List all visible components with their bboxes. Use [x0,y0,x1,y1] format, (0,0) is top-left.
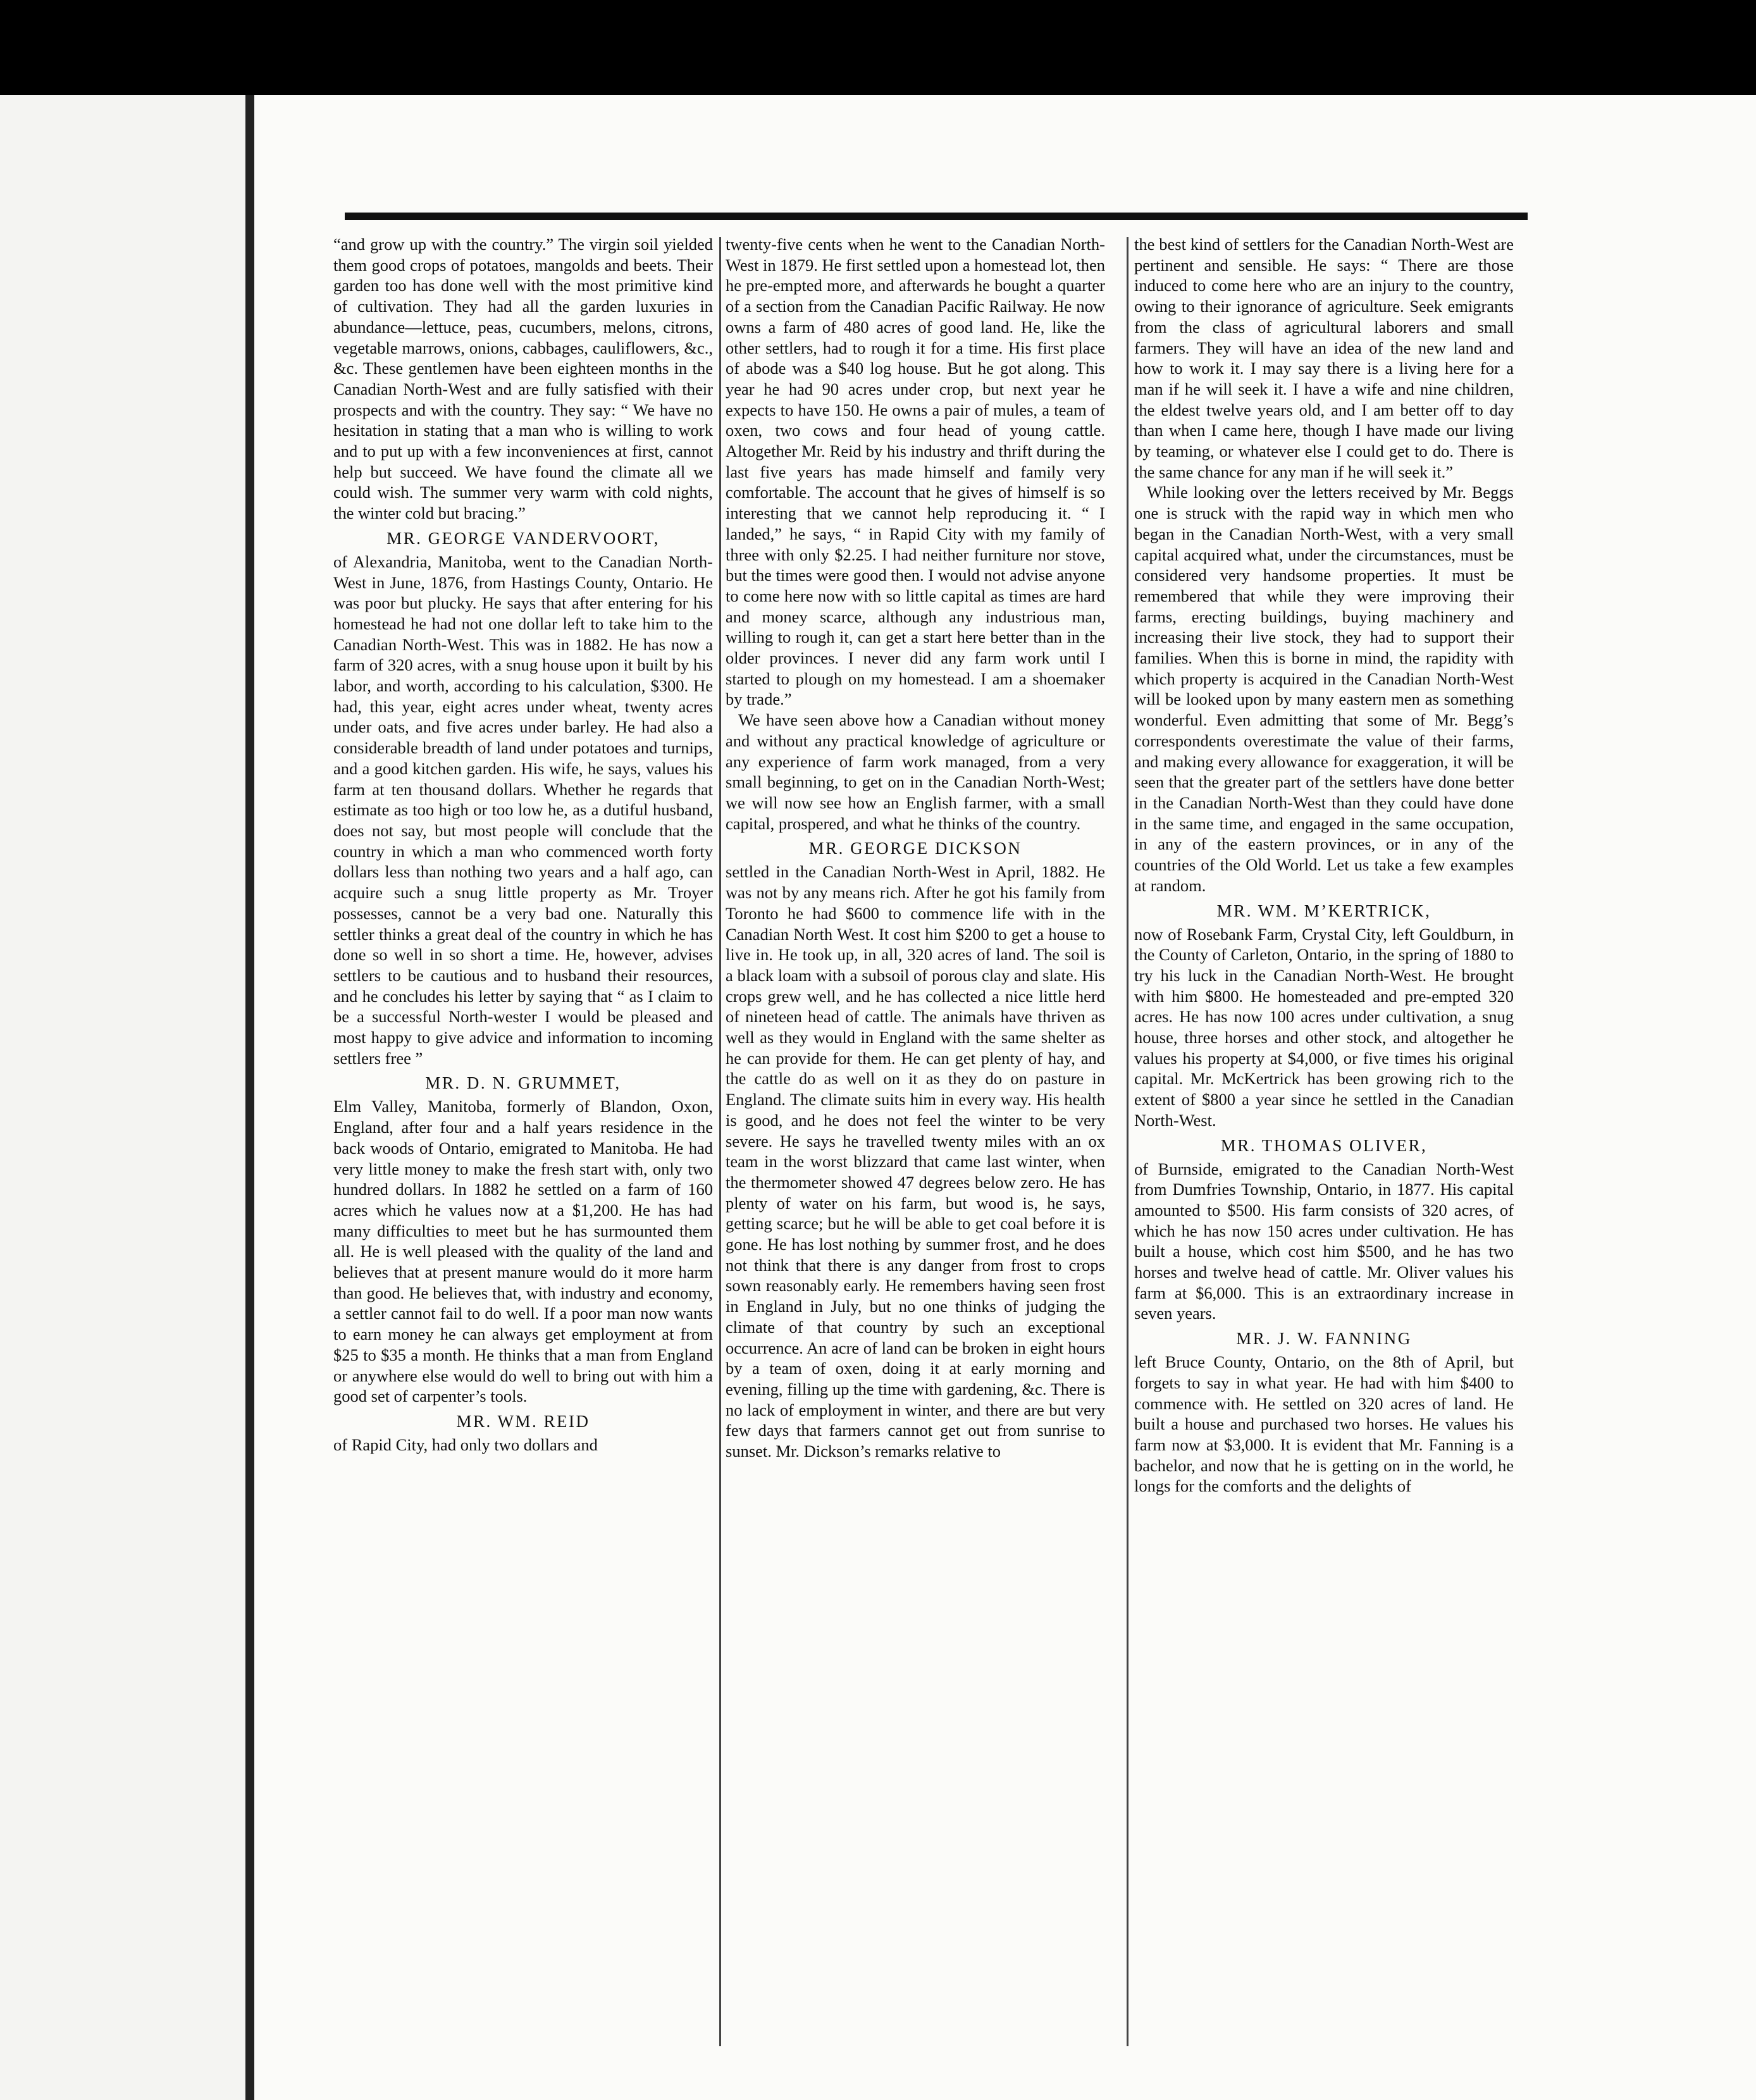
paragraph: of Alexandria, Manitoba, went to the Canadian North-West in June, 1876, from Hastings County, Ontario. He was poor but plucky. He says that after entering for his homestead he had not one dollar left to take him to the Canadian North-West. This was in 1882. He has now a farm of 320 acres, with a snug house upon it built by his labor, and worth, according to his calculation, $300. He had, this year, eight acres under wheat, twenty acres under oats, and five acres under barley. He had also a considerable breadth of land under potatoes and turnips, and a good kitchen garden. His wife, he says, values his farm at ten thousand dollars. Whether he regards that estimate as too high or too low he, as a dutiful husband, does not say, but most people will conclude that the country in which a man who commenced worth forty dollars less than nothing two years and a half ago, can acquire such a snug little property as Mr. Troyer possesses, cannot be a very bad one. Naturally this settler thinks a great deal of the country in which he has done so well in so short a time. He, however, advises settlers to be cautious and to husband their resources, and he concludes his letter by saying that “ as I claim to be a successful North-wester I would be pleased and most happy to give advice and information to incoming settlers free ” [333,552,713,1068]
column-2 [726,234,1105,2081]
heading-dickson: MR. GEORGE DICKSON [808,839,1022,858]
paragraph: the best kind of settlers for the Canadian North-West are pertinent and sensible. He says: “ There are those induced to come here who are an injury to the country, owing to their ignorance of agriculture. Seek emigrants from the class of agricultural laborers and small farmers. They will have an idea of the new land and how to work it. I may say there is a living here for a man if he will seek it. I have a wife and nine children, the eldest twelve years old, and I am better off to day than when I came here, though I have made our living by teaming, or whatever else I could get to do. There is the same chance for any man if he will seek it.” [1134,235,1514,481]
scan-fold-shadow [245,95,254,2100]
paragraph: While looking over the letters received by Mr. Beggs one is struck with the rapid way in which men who began in the Canadian North-West, with a very small capital acquired what, under the circumstances, must be considered very handsome properties. It must be remembered that while they were improving their farms, erecting buildings, buying machinery and increasing their live stock, they had to support their families. When this is borne in mind, the rapidity with which property is acquired in the Canadian North-West will be looked upon by many eastern men as something wonderful. Even admitting that some of Mr. Begg’s correspondents overestimate the value of their farms, and making every allowance for exaggeration, it will be seen that the greater part of the settlers have done better in the Canadian North-West than they could have done in the same time, and engaged in the same occupation, in any of the eastern provinces, or in any of the countries of the Old World. Let us take a few examples at random. [1134,483,1514,895]
column-divider [719,237,721,2046]
paragraph: left Bruce County, Ontario, on the 8th of April, but forgets to say in what year. He had with him $400 to commence with. He settled on 320 acres of land. He built a house and purchased two horses. He values his farm now at $3,000. It is evident that Mr. Fanning is a bachelor, and now that he is getting on in the world, he longs for the comforts and the delights of [1134,1352,1514,1496]
paragraph: “and grow up with the country.” The virgin soil yielded them good crops of potatoes, mangolds and beets. Their garden too has done well with the most primitive kind of cultivation. They had all the garden luxuries in abundance—lettuce, peas, cucumbers, melons, citrons, vegetable marrows, onions, cabbages, cauliflowers, &c., &c. These gentlemen have been eighteen months in the Canadian North-West and are fully satisfied with their prospects and with the country. They say: “ We have no hesitation in stating that a man who is willing to work and to put up with a few inconveniences at first, cannot help but succeed. We have found the climate all we could wish. The summer very warm with cold nights, the winter cold but bracing.” [333,235,713,523]
heading-vandervoort: MR. GEORGE VANDERVOORT, [386,528,660,548]
header-rule [345,213,1528,220]
paragraph: Elm Valley, Manitoba, formerly of Blandon, Oxon, England, after four and a half years residence in the back woods of Ontario, emigrated to Manitoba. He had very little money to make the fresh start with, only two hundred dollars. In 1882 he settled on a farm of 160 acres which he values now at a $1,200. He has had many difficulties to meet but he has surmounted them all. He is well pleased with the quality of the land and believes that at present manure would do it more harm than good. He believes that, with industry and economy, a settler cannot fail to do well. If a poor man now wants to earn money he can always get employment at from $25 to $35 a month. He thinks that a man from England or anywhere else would do well to bring out with him a good set of carpenter’s tools. [333,1097,713,1406]
heading-grummet: MR. D. N. GRUMMET, [425,1073,621,1093]
column-3 [1134,234,1514,2081]
heading-reid: MR. WM. REID [456,1411,590,1431]
column-1 [333,234,713,2081]
paragraph: twenty-five cents when he went to the Canadian North-West in 1879. He first settled upon a homestead lot, then he pre-empted more, and afterwards he bought a quarter of a section from the Canadian Pacific Railway. He now owns a farm of 480 acres of good land. He, like the other settlers, had to rough it for a time. His first place of abode was a $40 log house. But he got along. This year he had 90 acres under crop, but next year he expects to have 150. He owns a pair of mules, a team of oxen, two cows and four head of young cattle. Altogether Mr. Reid by his industry and thrift during the last five years has made himself and family very comfortable. The account that he gives of himself is so interesting that we cannot help reproducing it. “ I landed,” he says, “ in Rapid City with my family of three with only $2.25. I had neither furniture nor stove, but the times were good then. I would not advise anyone to come here now with so little capital as times are hard and money scarce, although any industrious man, willing to rough it, can get a start here better than in the older provinces. I never did any farm work until I started to plough on my homestead. I am a shoemaker by trade.” [726,235,1105,709]
heading-fanning: MR. J. W. FANNING [1236,1329,1412,1349]
paragraph: of Rapid City, had only two dollars and [333,1435,598,1454]
heading-oliver: MR. THOMAS OLIVER, [1220,1135,1428,1155]
scan-left-margin [0,95,247,2100]
paragraph: of Burnside, emigrated to the Canadian North-West from Dumfries Township, Ontario, in 1877. His capital amounted to $500. His farm consists of 320 acres, of which he has now 150 acres under cultivation. He has built a house, which cost him $500, and he has two horses and twelve head of cattle. Mr. Oliver values his farm at $6,000. This is an extraordinary increase in seven years. [1134,1159,1514,1323]
paragraph: settled in the Canadian North-West in April, 1882. He was not by any means rich. After he got his family from Toronto he had $600 to commence life with in the Canadian North West. It cost him $200 to get a house to live in. He took up, in all, 320 acres of land. The soil is a black loam with a subsoil of porous clay and slate. His crops grew well, and he has collected a nice little herd of nineteen head of cattle. The animals have thriven as well as they would in England with the same shelter as he can provide for them. He can get plenty of hay, and the cattle do as well on it as they do on pasture in England. The climate suits him in every way. His health is good, and he does not feel the winter to be very severe. He says he travelled twenty miles with an ox team in the worst blizzard that came last winter, when the thermometer showed 47 degrees below zero. He has plenty of water on his farm, but wood is, he says, getting scarce; but he will be able to get coal before it is gone. He has lost nothing by summer frost, and he does not think that there is any danger from frost to crops sown reasonably early. He remembers having seen frost in England in July, but no one thinks of judging the climate of that country by such an exceptional occurrence. An acre of land can be broken in eight hours by a team of oxen, doing it at early morning and evening, filling up the time with gardening, &c. There is no lack of employment in winter, and there are but very few days that farmers cannot get out from sunrise to sunset. Mr. Dickson’s remarks relative to [726,862,1105,1461]
column-divider [1127,237,1128,2046]
heading-mkertrick: MR. WM. M’KERTRICK, [1216,901,1431,920]
paragraph: We have seen above how a Canadian without money and without any practical knowledge of agriculture or any experience of farm work managed, from a very small beginning, to get on in the Canadian North-West; we will now see how an English farmer, with a small capital, prospered, and what he thinks of the country. [726,710,1105,833]
paragraph: now of Rosebank Farm, Crystal City, left Gouldburn, in the County of Carleton, Ontario, in the spring of 1880 to try his luck in the Canadian North-West. He brought with him $800. He homesteaded and pre-empted 320 acres. He has now 100 acres under cultivation, a snug house, three horses and other stock, and altogether he values his property at $4,000, or five times his original capital. Mr. McKertrick has been growing rich to the extent of $800 a year since he settled in the Canadian North-West. [1134,924,1514,1130]
